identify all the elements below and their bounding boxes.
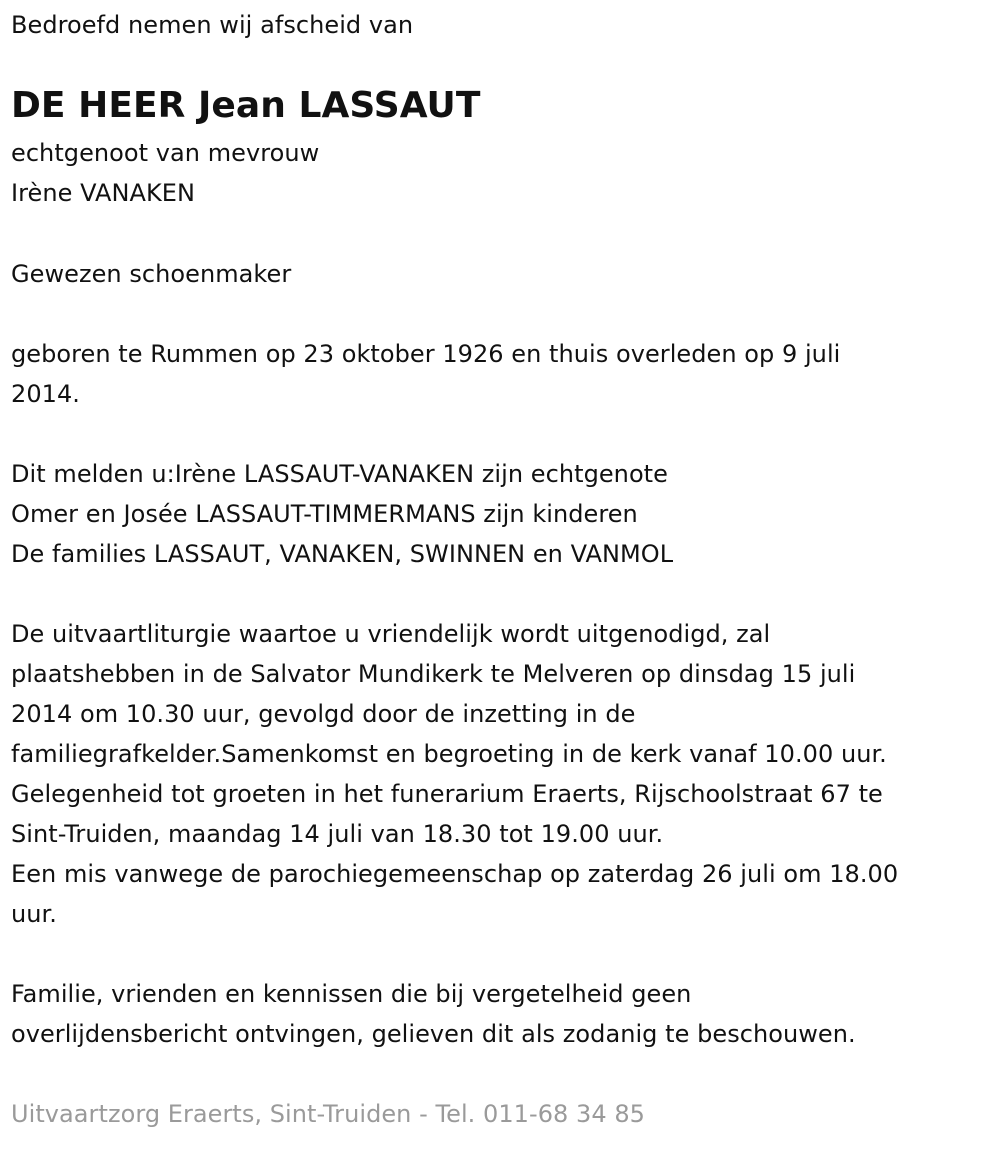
announcer-line: De families LASSAUT, VANAKEN, SWINNEN en VANMOL — [11, 540, 674, 568]
ceremony-line: De uitvaartliturgie waartoe u vriendelijk wordt uitgenodigd, zal — [11, 620, 771, 648]
ceremony-line: plaatshebben in de Salvator Mundikerk te Melveren op dinsdag 15 juli — [11, 660, 856, 688]
deceased-name: DE HEER Jean LASSAUT — [11, 85, 481, 126]
announcer-line: Dit melden u:Irène LASSAUT-VANAKEN zijn echtgenote — [11, 460, 668, 488]
ceremony-line: 2014 om 10.30 uur, gevolgd door de inzetting in de — [11, 700, 636, 728]
intro-text: Bedroefd nemen wij afscheid van — [11, 11, 414, 39]
announcer-line: Omer en Josée LASSAUT-TIMMERMANS zijn kinderen — [11, 500, 638, 528]
ceremony-line: Sint-Truiden, maandag 14 juli van 18.30 tot 19.00 uur. — [11, 820, 664, 848]
ceremony-line: uur. — [11, 900, 57, 928]
ceremony-line: Een mis vanwege de parochiegemeenschap op zaterdag 26 juli om 18.00 — [11, 860, 899, 888]
funeral-home-footer: Uitvaartzorg Eraerts, Sint-Truiden - Tel. 011-68 34 85 — [11, 1100, 645, 1128]
relation-text: echtgenoot van mevrouw — [11, 139, 320, 167]
birth-death-line: geboren te Rummen op 23 oktober 1926 en thuis overleden op 9 juli — [11, 340, 841, 368]
ceremony-line: familiegrafkelder.Samenkomst en begroeting in de kerk vanaf 10.00 uur. — [11, 740, 887, 768]
closing-line: overlijdensbericht ontvingen, gelieven dit als zodanig te beschouwen. — [11, 1020, 856, 1048]
ceremony-line: Gelegenheid tot groeten in het funerarium Eraerts, Rijschoolstraat 67 te — [11, 780, 883, 808]
birth-death-line: 2014. — [11, 380, 80, 408]
spouse-name: Irène VANAKEN — [11, 179, 195, 207]
closing-line: Familie, vrienden en kennissen die bij vergetelheid geen — [11, 980, 692, 1008]
profession-text: Gewezen schoenmaker — [11, 260, 292, 288]
